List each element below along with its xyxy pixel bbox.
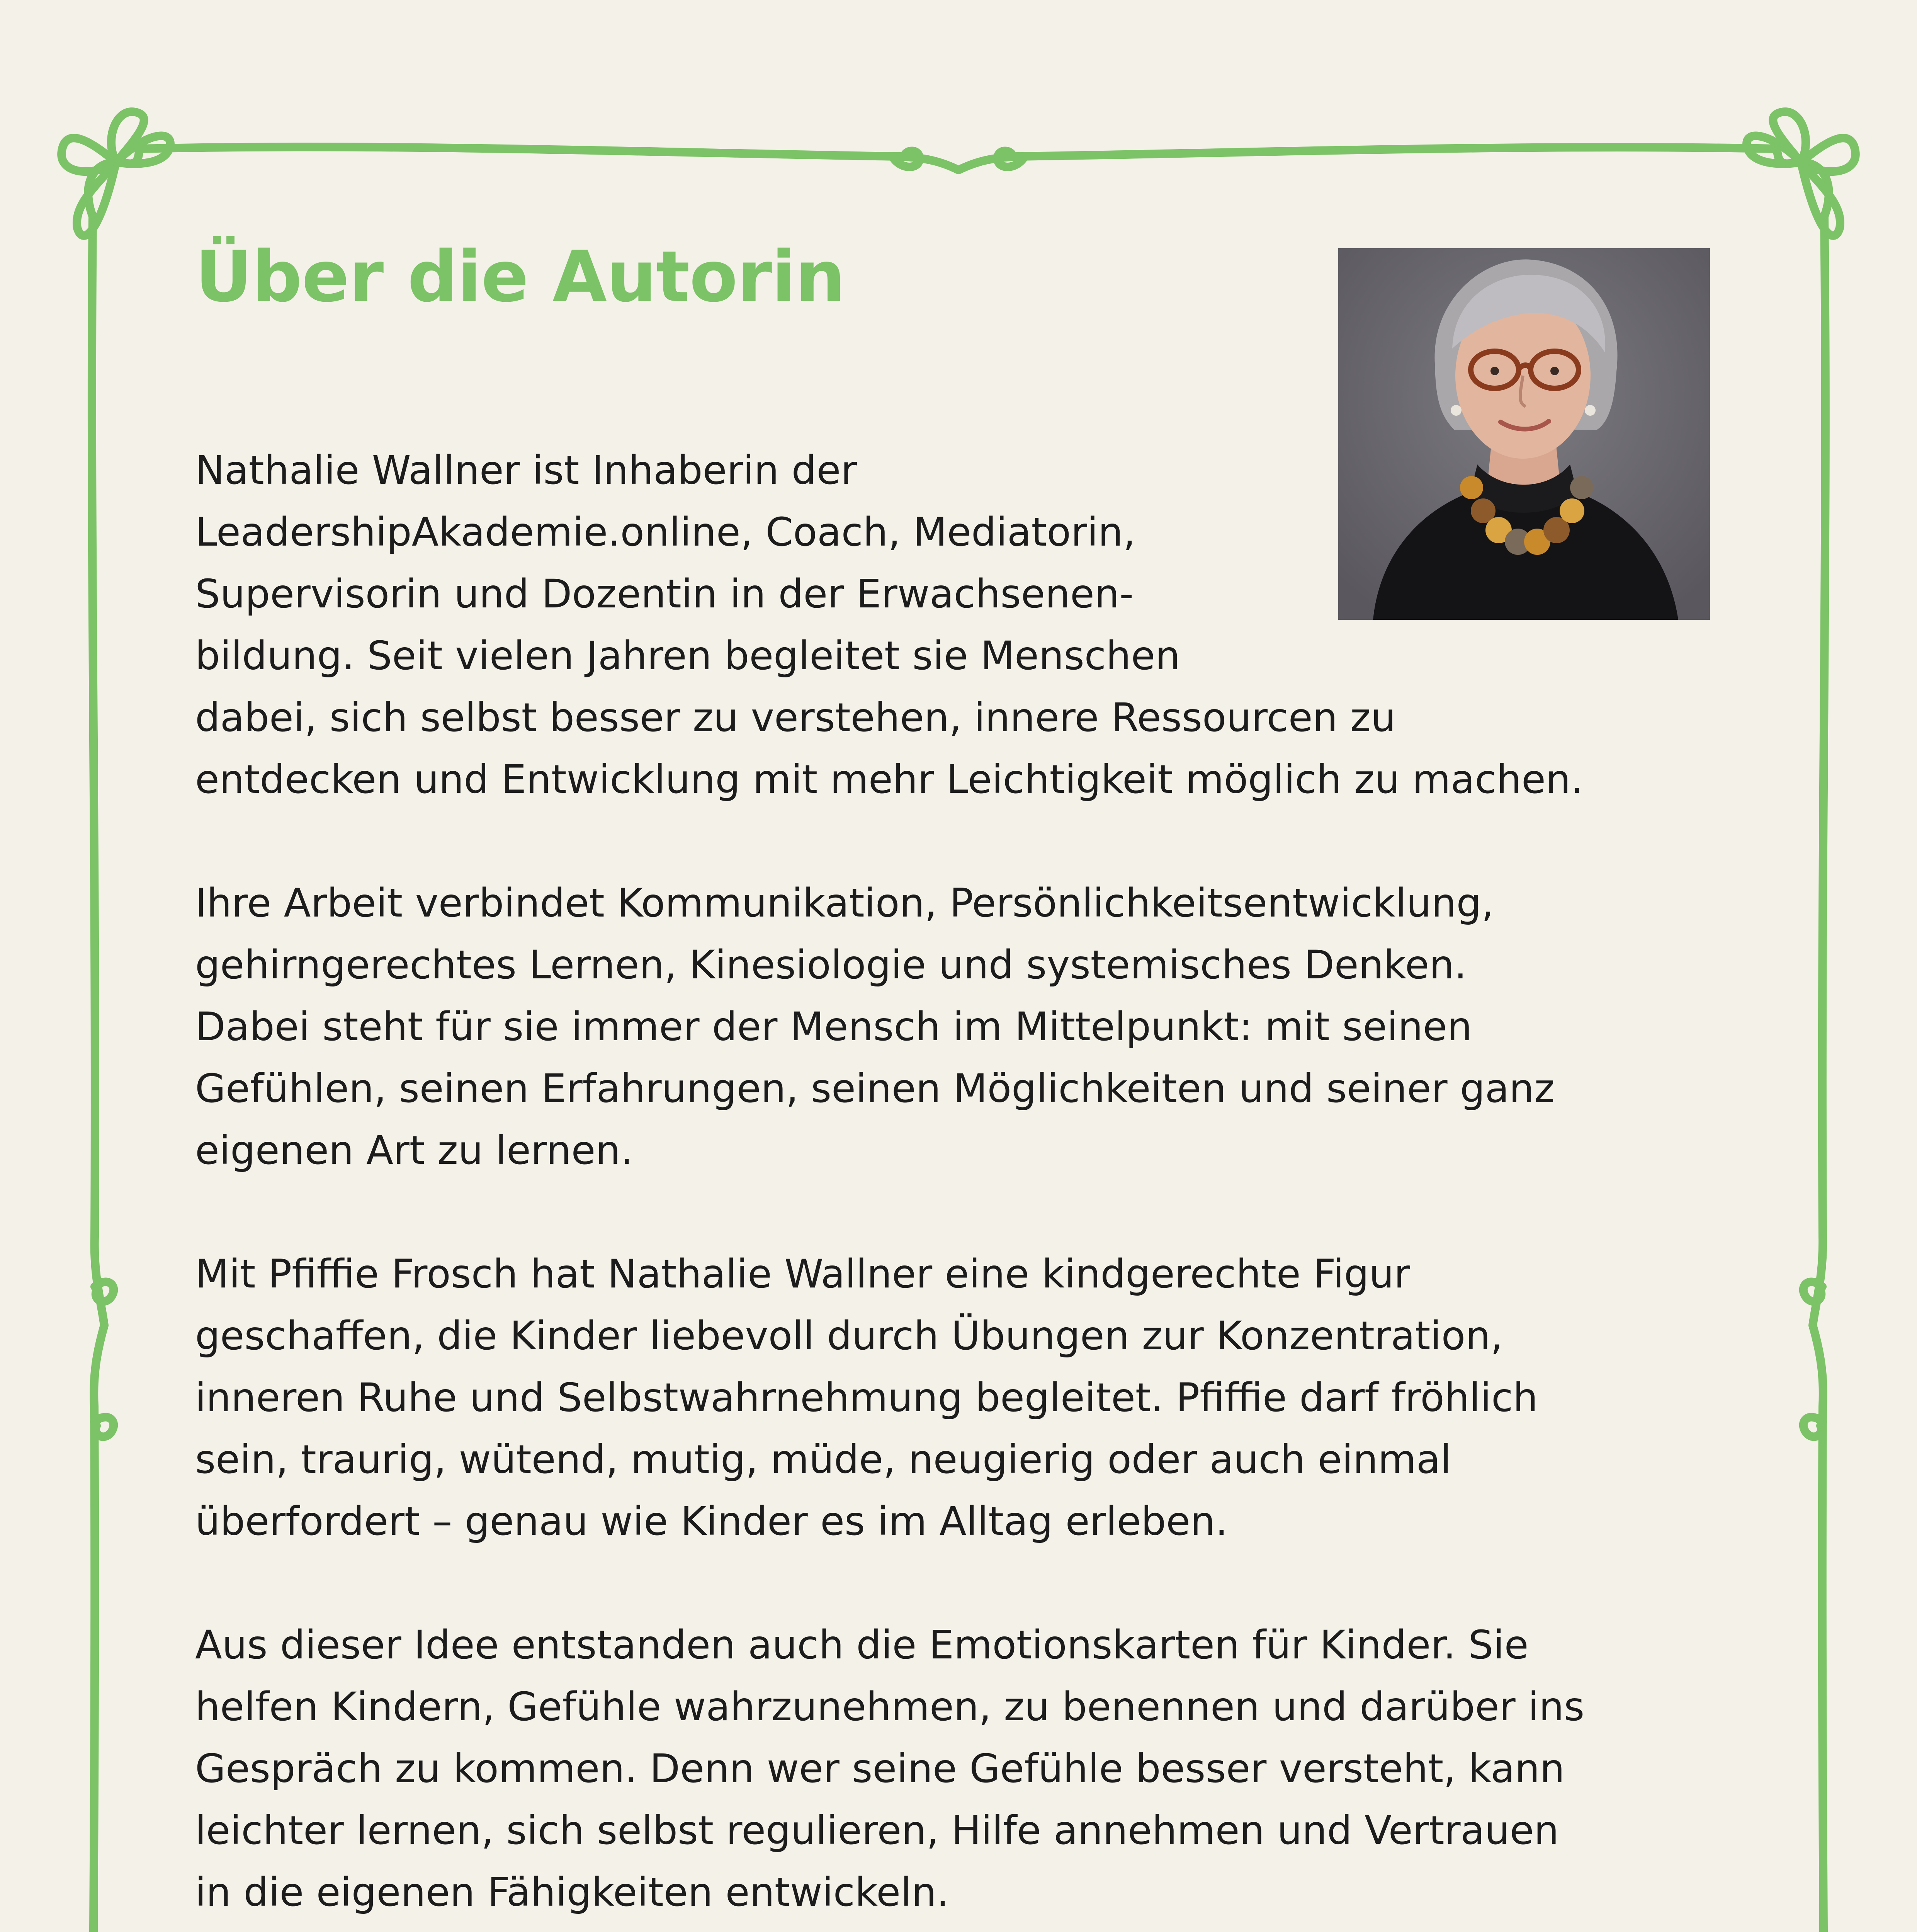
page-title: Über die Autorin xyxy=(195,236,845,318)
paragraph-emotion-cards: Aus dieser Idee entstanden auch die Emotionskarten für Kinder. Sie helfen Kindern, Gefühle wahrzunehmen, zu benennen und darüber ins Gespräch zu kommen. Denn wer seine Gefühle besser versteht, kann leichter lernen, sich selbst regulieren, Hilfe annehmen und Vertrauen in die eigenen Fähigkeiten entwickeln. xyxy=(195,1622,1585,1915)
paragraph-work: Ihre Arbeit verbindet Kommunikation, Persönlichkeitsentwicklung, gehirngerechtes Lernen, Kinesiologie und systemisches Denken. Dabei steht für sie immer der Mensch im Mittelpunkt: mit seinen Gefühlen, seinen Erfahrungen, seinen Möglichkeiten und seiner ganz eigenen Art zu lernen. xyxy=(195,880,1555,1173)
paragraph-intro: Nathalie Wallner ist Inhaberin der LeadershipAkademie.online, Coach, Mediatorin, Supervisorin und Dozentin in der Erwachsenen- bildung. Seit vielen Jahren begleitet sie Menschen dabei, sich selbst besser zu verstehen, innere Ressourcen zu entdecken und Entwicklung mit mehr Leichtigkeit möglich zu machen. xyxy=(195,447,1583,803)
paragraph-pfiffie: Mit Pfiffie Frosch hat Nathalie Wallner eine kindgerechte Figur geschaffen, die Kinder liebevoll durch Übungen zur Konzentration, inneren Ruhe und Selbstwahrnehmung begleitet. Pfiffie darf fröhlich sein, traurig, wütend, mutig, müde, neugierig oder auch einmal überfordert – genau wie Kinder es im Alltag erleben. xyxy=(195,1251,1538,1544)
author-biography xyxy=(195,440,1725,1932)
